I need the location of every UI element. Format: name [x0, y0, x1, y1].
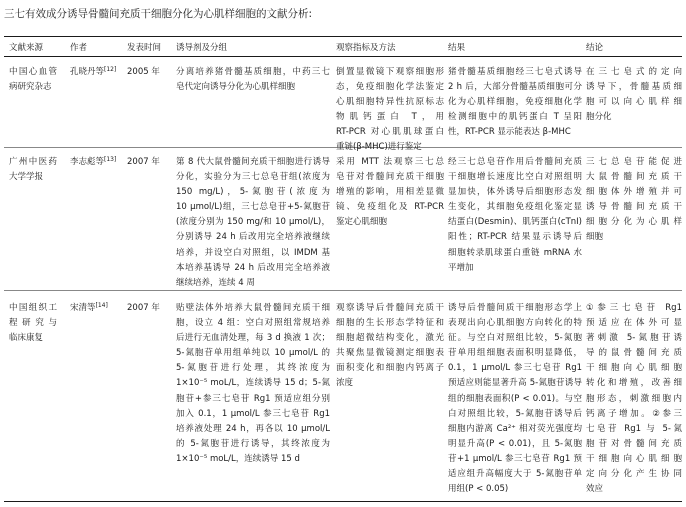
- cell-methods-line: 镜、免疫组化及 RT-PCR: [336, 202, 444, 213]
- cell-grouping-line: 1×10⁻⁵ moL/L，连续诱导 15 d；5-氮: [176, 378, 330, 389]
- cell-year: 2005 年: [127, 67, 160, 77]
- cell-grouping-line: 皂代定向诱导分化为心肌样细胞: [176, 82, 296, 93]
- cell-grouping-line: 分别诱导 24 h 后改用完全培养液继续: [176, 232, 330, 243]
- cell-methods-line: 鉴定心肌细胞: [336, 217, 388, 228]
- cell-source-line: 临床康复: [9, 333, 44, 344]
- cell-grouping-line: 培养液处理 24 h，再各以 10 μmol/L: [176, 423, 330, 434]
- cell-results-line: 0.1，1 μmol/L 参三七皂苷 Rg1: [448, 363, 582, 374]
- cell-methods-line: 态，免疫细胞化学法鉴定: [336, 82, 444, 93]
- cell-results-line: 化为心肌样细胞，免疫细胞化学: [448, 97, 582, 108]
- header-time: 发表时间: [127, 43, 162, 53]
- cell-results-line: 显加快，体外诱导后细胞形态发: [448, 187, 582, 198]
- cell-grouping-line: 胞，设立 4 组：空白对照组常规培养: [176, 318, 330, 329]
- cell-results-line: 苷+1 μmol/L 参三七皂苷 Rg1 预: [448, 453, 582, 464]
- cell-results-line: 性，RT-PCR 显示能表达 β-MHC: [448, 127, 571, 138]
- cell-conclusion-line: 定向分化产生协同: [586, 469, 682, 480]
- cell-conclusion-line: 胞苷对骨髓间充质: [586, 438, 682, 449]
- cell-grouping-line: 继续培养，连续 4 周: [176, 277, 255, 288]
- cell-author: [70, 301, 125, 316]
- cell-results-line: 干细胞增长速度比空白对照组明: [448, 172, 582, 183]
- cell-results-line: 征。与空白对照组比较，5-氮胞: [448, 333, 582, 344]
- cell-conclusion-line: 导的鼠骨髓间充质: [586, 348, 682, 359]
- cell-methods-line: 物肌钙蛋白 T，用: [336, 112, 444, 123]
- cell-grouping-line: 5-氮胞苷进行处理，其终浓度为: [176, 363, 330, 374]
- cell-methods-line: 浓度: [336, 378, 354, 389]
- row-separator: [4, 290, 682, 291]
- cell-results-line: 明显升高(P < 0.01)，且 5-氮胞: [448, 438, 582, 449]
- cell-grouping-line: 5-氮胞苷单用组单纯以 10 μmol/L 的: [176, 348, 330, 359]
- cell-conclusion-line: 胞可以向心肌样细: [586, 97, 682, 108]
- cell-conclusion-line: 转化和增殖，改善细: [586, 378, 682, 389]
- cell-source-line: 中国组织工: [9, 303, 57, 313]
- cell-source-line: 程研究与: [9, 318, 57, 329]
- reference-marker: [12]: [104, 66, 117, 73]
- cell-results-line: 预适应则能显著升高 5-氮胞苷诱导: [448, 378, 582, 389]
- reference-marker: [14]: [95, 302, 108, 309]
- cell-grouping-line: 150 mg/L)，5-氮胞苷(浓度为: [176, 187, 330, 198]
- cell-conclusion: [586, 301, 682, 497]
- cell-grouping-line: 后进行无血清处理，每 3 d 换液 1 次；: [176, 333, 330, 344]
- cell-methods-line: 观察诱导后骨髓间充质干: [336, 303, 444, 313]
- cell-conclusion-line: 胞分化: [586, 112, 612, 123]
- cell-results-line: 平增加: [448, 262, 474, 273]
- cell-methods-line: 面积变化和细胞内钙离子: [336, 363, 444, 374]
- cell-conclusion-line: 大鼠骨髓间充质干: [586, 172, 682, 183]
- cell-grouping-line: 10 μmol/L)组，三七总皂苷+5-氮胞苷: [176, 202, 330, 213]
- cell-grouping-line: 1×10⁻⁵ moL/L，连续诱导 15 d: [176, 453, 300, 464]
- cell-results: [448, 155, 582, 276]
- cell-grouping-line: 分离培养猪骨髓基质细胞，中药三七: [176, 67, 330, 77]
- cell-conclusion-line: 干细胞向心肌细胞: [586, 453, 682, 464]
- cell-results-line: 猪骨髓基质细胞经三七皂式诱导: [448, 67, 582, 77]
- cell-author: [70, 65, 125, 80]
- cell-results-line: 2 h 后，大部分骨髓基质细胞可分: [448, 82, 582, 93]
- cell-methods-line: 共聚焦显微镜测定细胞表: [336, 348, 444, 359]
- cell-conclusion-line: ①参三七皂苷 Rg1: [586, 303, 682, 313]
- header-methods: 观察指标及方法: [336, 43, 396, 53]
- header-grouping: 诱导剂及分组: [176, 43, 228, 53]
- cell-methods-line: 细胞的生长形态学特征和: [336, 318, 444, 329]
- cell-source-line: 病研究杂志: [9, 82, 52, 93]
- table-header-rule: [4, 56, 682, 57]
- cell-grouping-line: (浓度分别为 150 mg/和 10 μmol/L)，: [176, 217, 330, 228]
- author-name: 宋清等: [70, 303, 96, 313]
- cell-results-line: 诱导后骨髓间质干细胞形态学上: [448, 303, 582, 313]
- cell-grouping-line: 加入 0.1，1 μmol/L 参三七皂苷 Rg1: [176, 408, 330, 419]
- cell-conclusion-line: 干细胞向心肌细胞: [586, 363, 682, 374]
- cell-methods-line: 心肌细胞特异性抗原标志: [336, 97, 444, 108]
- cell-grouping-line: 培养，并设空白对照组，以 IMDM 基: [176, 247, 330, 258]
- cell-conclusion-line: 钙离子增加。②参三: [586, 408, 682, 419]
- cell-source-line: 中国心血管: [9, 67, 57, 77]
- cell-results-line: 检测细胞中的肌钙蛋白 T 呈阳: [448, 112, 582, 123]
- cell-grouping: [176, 301, 330, 467]
- cell-results-line: 表现出向心肌细胞方向转化的特: [448, 318, 582, 329]
- cell-results-line: 组的细胞表面积(P < 0.01)。与空: [448, 393, 582, 404]
- cell-conclusion-line: 细胞分化为心肌样: [586, 217, 682, 228]
- cell-methods: [336, 301, 444, 392]
- cell-conclusion-line: 细胞: [586, 232, 604, 243]
- cell-source: [9, 65, 57, 95]
- cell-grouping-line: 第 8 代大鼠骨髓间充质干细胞进行诱导: [176, 157, 330, 167]
- cell-methods-line: 采用 MTT 法观察三七总: [336, 157, 444, 167]
- cell-methods-line: 重链(β-MHC)进行鉴定: [336, 142, 422, 153]
- cell-methods: [336, 155, 444, 230]
- cell-conclusion-line: 诱导下，骨髓基质细: [586, 82, 682, 93]
- cell-methods-line: RT-PCR 对心肌肌球蛋白: [336, 127, 444, 138]
- cell-results-line: 苷单用组细胞表面积明显降低，: [448, 348, 582, 359]
- cell-conclusion-line: 胞形态，刺激细胞内: [586, 393, 682, 404]
- cell-results-line: 经三七总皂苷作用后骨髓间充质: [448, 157, 582, 167]
- cell-year: 2007 年: [127, 157, 160, 167]
- cell-methods-line: 增殖的影响，用相差显微: [336, 187, 444, 198]
- cell-conclusion: [586, 65, 682, 125]
- cell-results-line: 生变化，其细胞免疫组化鉴定显: [448, 202, 582, 213]
- cell-grouping-line: 分化，实验分为三七总皂苷组(浓度为: [176, 172, 330, 183]
- cell-results-line: 细胞转录肌球蛋白重链 mRNA 水: [448, 247, 582, 258]
- cell-results: [448, 301, 582, 497]
- header-conclusion: 结论: [586, 43, 604, 53]
- cell-source-line: 大学学报: [9, 172, 44, 183]
- cell-results-line: 用组(P < 0.05): [448, 484, 509, 495]
- cell-source-line: 广州中医药: [9, 157, 57, 167]
- cell-conclusion-line: 七皂苷 Rg1 与 5-氮: [586, 423, 682, 434]
- cell-results-line: 结蛋白(Desmin)、肌钙蛋白(cTnI): [448, 217, 582, 228]
- table-bottom-rule: [4, 501, 682, 502]
- cell-conclusion: [586, 155, 682, 246]
- cell-results-line: 白对照组比较，5-氮胞苷诱导后: [448, 408, 582, 419]
- cell-conclusion-line: 细胞体外增殖并可: [586, 187, 682, 198]
- cell-year: 2007 年: [127, 303, 160, 313]
- table-top-rule: [4, 36, 682, 37]
- cell-methods-line: 细胞超微结构变化，激光: [336, 333, 444, 344]
- cell-methods: [336, 65, 444, 156]
- cell-results: [448, 65, 582, 140]
- reference-marker: [13]: [104, 156, 117, 163]
- cell-conclusion-line: 著刺激 5-氮胞苷诱: [586, 333, 682, 344]
- cell-grouping: [176, 65, 330, 95]
- cell-conclusion-line: 在三七皂式的定向: [586, 67, 682, 77]
- cell-source: [9, 155, 57, 185]
- author-name: 孔晓丹等: [70, 67, 105, 77]
- table-caption: 三七有效成分诱导骨髓间充质干细胞分化为心肌样细胞的文献分析:: [4, 8, 313, 20]
- header-results: 结果: [448, 43, 466, 53]
- cell-grouping-line: 的 5-氮胞苷进行诱导，其终浓度为: [176, 438, 330, 449]
- cell-grouping-line: 胞苷+参三七皂苷 Rg1 预适应组分别: [176, 393, 330, 404]
- cell-methods-line: 倒置显微镜下观察细胞形: [336, 67, 444, 77]
- cell-results-line: 细胞内游离 Ca²⁺ 相对荧光强度均: [448, 423, 582, 434]
- cell-conclusion-line: 诱导骨髓间充质干: [586, 202, 682, 213]
- cell-grouping-line: 贴壁法体外培养大鼠骨髓间充质干细: [176, 303, 330, 313]
- cell-results-line: 阳性；RT-PCR 结果显示诱导后: [448, 232, 582, 243]
- cell-conclusion-line: 预适应在体外可显: [586, 318, 682, 329]
- header-author: 作者: [70, 43, 88, 53]
- author-name: 李志彪等: [70, 157, 105, 167]
- cell-results-line: 适应组升高幅度大于 5-氮胞苷单: [448, 469, 582, 480]
- header-source: 文献来源: [9, 43, 44, 53]
- cell-grouping-line: 本培养基诱导 24 h 后改用完全培养液: [176, 262, 330, 273]
- cell-conclusion-line: 三七总皂苷能促进: [586, 157, 682, 167]
- cell-methods-line: 皂苷对骨髓间充质干细胞: [336, 172, 444, 183]
- cell-grouping: [176, 155, 330, 291]
- cell-author: [70, 155, 125, 170]
- cell-source: [9, 301, 57, 346]
- cell-conclusion-line: 效应: [586, 484, 604, 495]
